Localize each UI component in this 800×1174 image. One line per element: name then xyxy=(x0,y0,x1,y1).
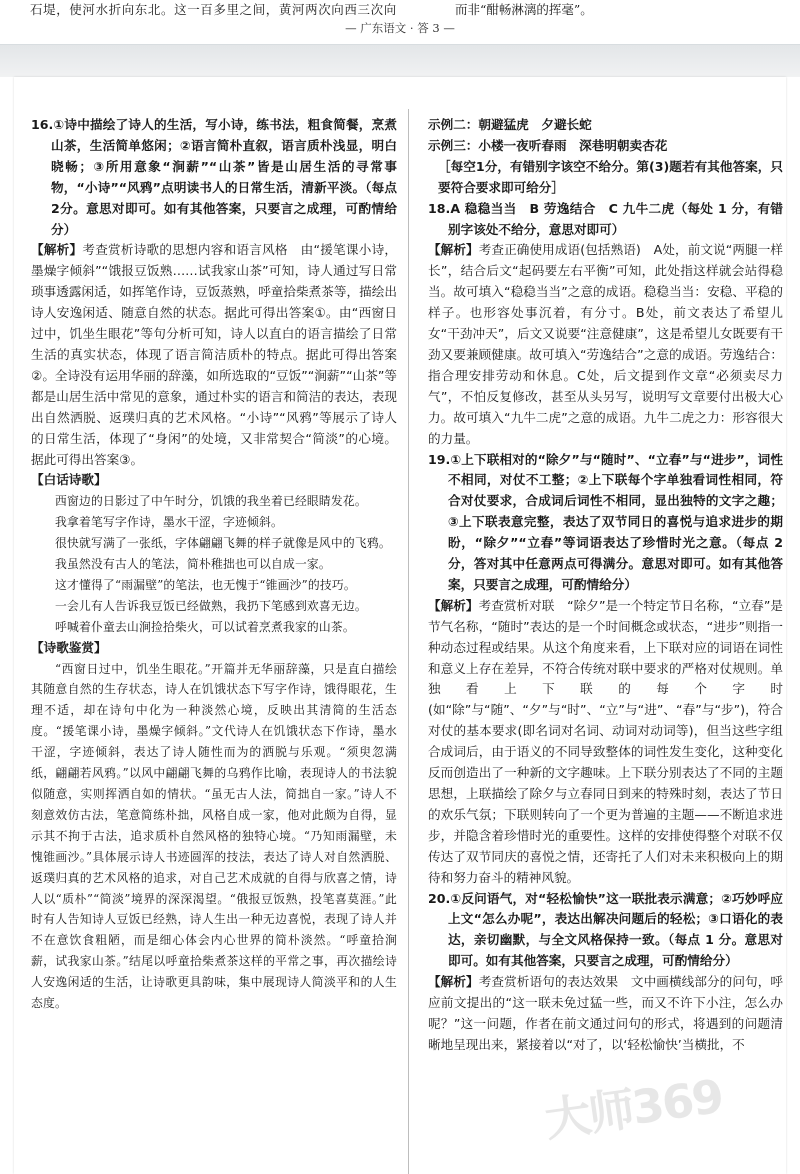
jianshang-text: “西窗日过中，饥坐生眼花。”开篇并无华丽辞藻，只是直白描绘其随意自然的生存状态，诗人在饥饿状态下写字作诗，饿得眼花，生理不适，却在诗句中化为一种淡然心境，反映出其清简的生活态度。“援笔课小诗，墨燥字倾斜。”文代诗人在饥饿状态下作诗，墨水干涩，字迹倾斜，表达了诗人随性而为的洒脱与乐观。“须臾忽满纸，翩翩若风鸦。”以风中翩翩飞舞的乌鸦作比喻，表现诗人的书法貌似随意，实则挥洒自如的情状。“虽无古人法，简拙自一家。”诗人不刻意效仿古法，笔意简练朴拙，风格自成一家，他对此颇为自得，显示其不拘于古法，追求质朴自然风格的独特心境。“乃知雨漏壁，未愧锥画沙。”具体展示诗人书迹圆浑的技法，表达了诗人对自然洒脱、返璞归真的艺术风格的追求，对自己艺术成就的自得与欣喜之情，诗人以“质朴”“简淡”境界的深深渴望。“俄报豆饭熟，投笔喜莫涯。”此时有人告知诗人豆饭已经熟，诗人生出一种无边喜悦，表现了诗人并不在意饮食粗陋，而是细心体会内心世界的简朴淡然。“呼童拾涧薪，试我家山茶。”结尾以呼童拾柴煮茶这样的平常之事，再次描绘诗人安逸闲适的生活，让诗歌更具韵味，集中展现诗人简淡平和的人生态度。 xyxy=(31,661,397,1011)
analysis-16-text: 考查赏析诗歌的思想内容和语言风格 由“援笔课小诗，墨燥字倾斜”“饿报豆饭熟……试我家山茶”可知，诗人通过写日常琐事透露闲适，如挥笔作诗，豆饭蒸熟，呼童拾柴煮茶等，描绘出诗人安逸闲适、随意自然的状态。据此可得出答案①。由“西窗日过中，饥坐生眼花”等句分析可知，诗人以直白的语言描绘了日常生活的真实状态，体现了语言简洁质朴的特点。据此可得出答案②。全诗没有运用华丽的辞藻，如所选取的“豆饭”“涧薪”“山茶”等都是山居生活中常见的意象，通过朴实的语言和简洁的表达，表现出自然洒脱、返璞归真的艺术风格。“小诗”“风鸦”等展示了诗人的日常生活，体现了“身闲”的处境，又非常契合“简淡”的心境。据此可得出答案③。 xyxy=(31,242,397,467)
question-16-number: 16. xyxy=(31,117,54,132)
question-19-analysis xyxy=(428,596,783,889)
question-19-number: 19. xyxy=(428,451,451,467)
jianshang-heading: 【诗歌鉴赏】 xyxy=(31,639,107,655)
analysis-20-label: 【解析】 xyxy=(428,974,479,990)
question-19-answer xyxy=(428,450,783,596)
column-divider xyxy=(408,109,409,1174)
analysis-19-text: 考查赏析对联 “除夕”是一个特定节日名称，“立春”是节气名称，“随时”表达的是一个时间概念或状态，“进步”则指一种动态过程或结果。从这个角度来看，上下联对应的词语在词性和意义上存在差异，不符合传统对联中要求的严格对仗规则。单独看上下联的每个字时(如“除”与“随”、“夕”与“时”、“立”与“进”、“春”与“步”)，符合对仗的基本要求(即名词对名词、动词对动词等)，但当这些字组合成词后，由于语义的不同导致整体的词性发生变化，这种变化反而创造出了一种新的文字趣味。上下联分别表达了不同的主题思想，上联描绘了除夕与立春同日到来的特殊时刻，表达了节日的欢乐气氛；下联则转向了一个更为普遍的主题——不断追求进步，并隐含着珍惜时光的重要性。这样的安排使得整个对联不仅传达了双节同庆的喜悦之情，还寄托了人们对未来积极向上的期待和努力奋斗的精神风貌。 xyxy=(428,597,783,885)
previous-page-right-text: 而非“酣畅淋漓的挥毫”。 xyxy=(455,2,593,17)
question-20-text: ①反问语气，对“轻松愉快”这一联批表示满意；②巧妙呼应上文“怎么办呢”，表达出解决问题后的轻松；③口语化的表达，亲切幽默，与全文风格保持一致。（每点 1 分。意思对即可。如有其他答案，只要言之成理，可酌情给分） xyxy=(448,890,783,969)
answer-sheet-page xyxy=(14,77,786,1174)
baihua-line: 很快就写满了一张纸，字体翩翩飞舞的样子就像是风中的飞鸦。 xyxy=(55,536,391,551)
example-2: 示例二：朝避猛虎 夕避长蛇 xyxy=(428,117,592,132)
baihua-line: 我虽然没有古人的笔法，简朴稚拙也可以自成一家。 xyxy=(55,557,331,572)
example-3: 示例三：小楼一夜听春雨 深巷明朝卖杏花 xyxy=(428,137,668,153)
question-18-analysis xyxy=(428,240,783,449)
question-17-note: ［每空1分，有错别字该空不给分。第(3)题若有其他答案，只要符合要求即可给分］ xyxy=(438,158,783,195)
baihua-line: 西窗边的日影过了中午时分，饥饿的我坐着已经眼睛发花。 xyxy=(55,494,367,509)
question-20-analysis xyxy=(428,972,783,1056)
baihua-line: 我拿着笔写字作诗，墨水干涩，字迹倾斜。 xyxy=(55,515,283,530)
analysis-18-text: 考查正确使用成语(包括熟语) A处，前文说“两腿一样长”，结合后文“起码要左右平衡”可知，此处指这样就会站得稳当。故可填入“稳稳当当”之意的成语。稳稳当当：安稳、平稳的样子。也形容处事沉着，有分寸。B处，前文表达了希望儿女“干劲冲天”，后文又说要“注意健康”，这是希望儿女既要有干劲又要兼顾健康。故可填入“劳逸结合”之意的成语。劳逸结合：指合理安排劳动和休息。C处，后文提到作文章“必须卖尽力气”，不怕反复修改，甚至从头另写，说明写文章要付出极大心力。故可填入“九牛二虎”之意的成语。九牛二虎之力：形容很大的力量。 xyxy=(428,242,783,446)
question-16-analysis xyxy=(31,240,397,470)
baihua-line: 呼喊着仆童去山涧捡拾柴火，可以试着烹煮我家的山茶。 xyxy=(55,619,355,634)
analysis-19-label: 【解析】 xyxy=(428,597,479,613)
question-20-answer xyxy=(428,889,783,973)
question-18-text: A 稳稳当当 B 劳逸结合 C 九牛二虎（每处 1 分，有错别字该处不给分，意思对即可） xyxy=(448,200,783,237)
question-18-answer xyxy=(428,199,783,241)
question-18-number: 18. xyxy=(428,200,451,216)
analysis-20-text: 考查赏析语句的表达效果 文中画横线部分的问句，呼应前文提出的“这一联未免过猛一些，而又不许下小注，怎么办呢？”这一问题，作者在前文通过问句的形式，将遇到的问题清晰地呈现出来，紧接着以“对了，以‘轻松愉快’当横批，不 xyxy=(428,974,784,1052)
question-19-text: ①上下联相对的“除夕”与“随时”、“立春”与“进步”，词性不相同，对仗不工整；②上下联每个字单独看词性相同，符合对仗要求，合成词后词性不相同，显出独特的文字之趣；③上下联表意完整，表达了双节同日的喜悦与追求进步的期盼，“除夕”“立春”等词语表达了珍惜时光之意。（每点 2 分，答对其中任意两点可得满分。意思对即可。如有其他答案，只要言之成理，可酌情给分） xyxy=(448,451,783,592)
question-16-answer xyxy=(31,115,397,240)
analysis-18-label: 【解析】 xyxy=(428,242,479,258)
baihua-line: 一会儿有人告诉我豆饭已经做熟，我扔下笔感到欢喜无边。 xyxy=(55,598,367,613)
left-column xyxy=(31,115,397,1014)
baihua-lines xyxy=(31,491,397,637)
page-gap xyxy=(0,45,800,77)
question-16-text: ①诗中描绘了诗人的生活，写小诗，练书法，粗食简餐，烹煮山茶，生活简单悠闲；②语言简朴直叙，语言质朴浅显，明白晓畅；③所用意象“涧薪”“山茶”皆是山居生活的寻常事物，“小诗”“风鸦”点明读书人的日常生活，清新平淡。（每点2分。意思对即可。如有其他答案，只要言之成理，可酌情给分） xyxy=(51,117,397,237)
right-column xyxy=(428,77,783,1056)
previous-page-left-text: 石堤，使河水折向东北。这一百多里之间，黄河两次向西三次向 xyxy=(30,2,397,17)
previous-page-strip xyxy=(0,0,800,45)
page-footer: — 广东语文 · 答 3 — xyxy=(345,21,455,35)
baihua-line: 这才懂得了“雨漏壁”的笔法，也无愧于“锥画沙”的技巧。 xyxy=(55,577,356,592)
analysis-16-label: 【解析】 xyxy=(31,242,83,258)
question-20-number: 20. xyxy=(428,890,451,906)
baihua-heading: 【白话诗歌】 xyxy=(31,472,107,488)
watermark-logo: 大师369 xyxy=(541,1068,726,1148)
